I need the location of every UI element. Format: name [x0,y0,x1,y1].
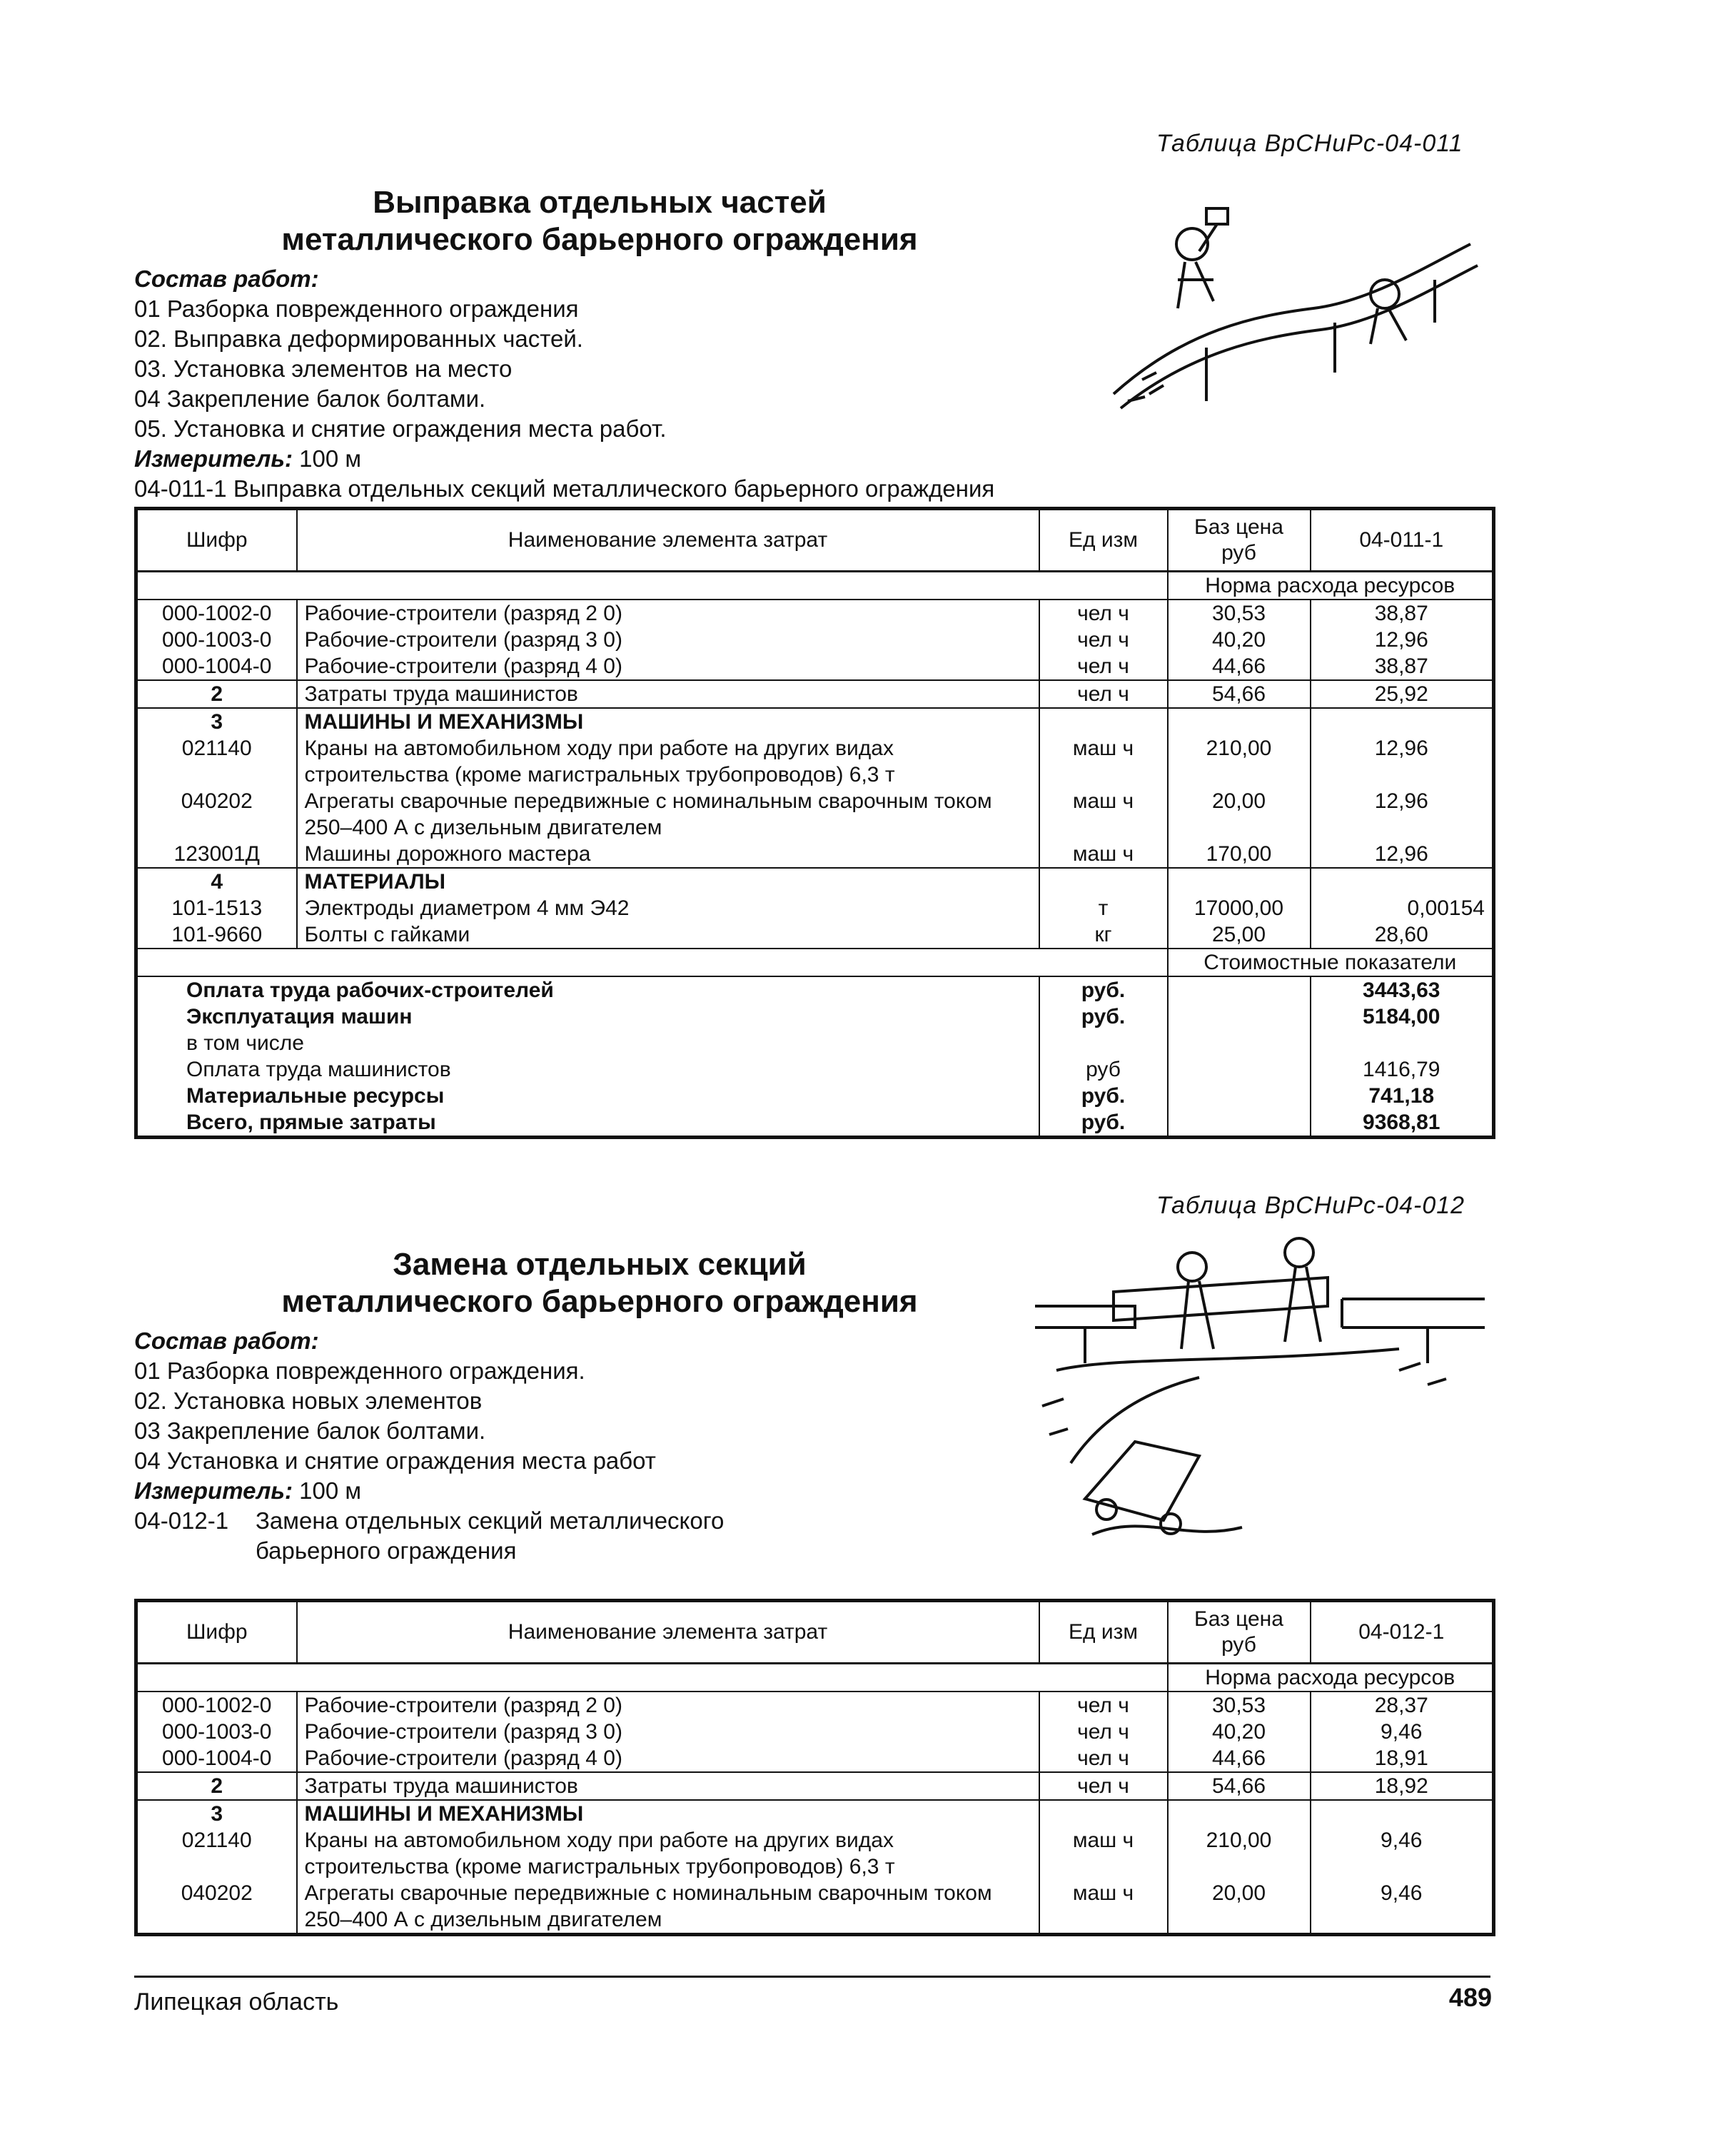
item-line: 04-011-1 Выправка отдельных секций металлического барьерного ограждения [134,475,995,502]
table-row [136,921,1494,949]
table-row [136,1827,1494,1880]
cost-row [136,1083,1494,1109]
name-cell: Краны на автомобильном ходу при работе на других видах строительства (кроме магистральных трубопроводов) 6,3 т [297,735,1039,788]
unit-cell: чел ч [1039,1745,1168,1772]
name-cell: МАШИНЫ И МЕХАНИЗМЫ [297,708,1039,735]
norm-cell: 28,37 [1311,1692,1494,1719]
name-cell: Затраты труда машинистов [297,680,1039,708]
cost-row [136,1109,1494,1138]
work-item: 03. Установка элементов на место [134,355,513,382]
cost-unit: руб. [1039,976,1168,1003]
norm-cell: 12,96 [1311,735,1494,788]
cost-unit: руб [1039,1056,1168,1083]
norm-header: Норма расхода ресурсов [1168,572,1494,600]
footer-region: Липецкая область [134,1988,339,2016]
name-cell: Рабочие-строители (разряд 2 0) [297,600,1039,627]
name-cell: Машины дорожного мастера [297,841,1039,868]
workers-repairing-barrier-illustration [1099,201,1485,415]
unit-cell: чел ч [1039,1719,1168,1745]
item-line [134,1506,1062,1566]
unit-cell: чел ч [1039,600,1168,627]
norm-cell: 25,92 [1311,680,1494,708]
table-row [136,1772,1494,1800]
name-cell: Болты с гайками [297,921,1039,949]
unit-cell: чел ч [1039,680,1168,708]
unit-cell: маш ч [1039,735,1168,788]
price-cell: 54,66 [1168,1772,1311,1800]
title-line: металлического барьерного ограждения [281,222,918,257]
name-cell: Рабочие-строители (разряд 3 0) [297,1719,1039,1745]
price-cell: 20,00 [1168,788,1311,841]
title-line: Выправка отдельных частей [373,185,827,220]
price-cell: 170,00 [1168,841,1311,868]
table-row [136,1692,1494,1719]
cost-row [136,1003,1494,1030]
name-cell: МАШИНЫ И МЕХАНИЗМЫ [297,1800,1039,1827]
cost-unit: руб. [1039,1083,1168,1109]
norm-cell: 9,46 [1311,1827,1494,1880]
code-cell: 101-9660 [136,921,297,949]
price-cell: 40,20 [1168,627,1311,653]
name-cell: Агрегаты сварочные передвижные с номинальным сварочным током 250–400 А с дизельным двигателем [297,1880,1039,1935]
page-number: 489 [1448,1983,1492,2012]
norm-cell: 0,00154 [1311,895,1494,921]
cost-label: Всего, прямые затраты [136,1109,1039,1138]
table-row [136,680,1494,708]
table-row [136,868,1494,895]
table-row [136,895,1494,921]
works-header: Состав работ: [134,1328,319,1354]
code-cell: 101-1513 [136,895,297,921]
cost-value: 9368,81 [1311,1109,1494,1138]
header-cell: Наименование элемента затрат [297,509,1039,572]
table-row [136,1745,1494,1772]
table-row [136,788,1494,841]
code-cell: 000-1003-0 [136,1719,297,1745]
name-cell: Рабочие-строители (разряд 4 0) [297,1745,1039,1772]
measure-label: Измеритель: [134,445,293,472]
price-cell: 54,66 [1168,680,1311,708]
cost-header-row [136,949,1494,976]
works-list [134,264,1134,504]
norms-table [134,1599,1495,1936]
work-item: 03 Закрепление балок болтами. [134,1417,486,1444]
item-text [256,1506,724,1566]
name-cell: Рабочие-строители (разряд 4 0) [297,653,1039,680]
table-header-row [136,1601,1494,1664]
code-cell: 3 [136,708,297,735]
unit-cell: маш ч [1039,1827,1168,1880]
measure-label: Измеритель: [134,1477,293,1504]
header-cell: 04-011-1 [1311,509,1494,572]
norms-table [134,507,1495,1139]
works-list [134,1326,1062,1566]
item-text-line: барьерного ограждения [256,1537,517,1564]
price-cell: 25,00 [1168,921,1311,949]
code-cell: 000-1004-0 [136,1745,297,1772]
unit-cell: маш ч [1039,1880,1168,1935]
table-row [136,1800,1494,1827]
price-cell: 210,00 [1168,735,1311,788]
cost-unit: руб. [1039,1109,1168,1138]
code-cell: 4 [136,868,297,895]
title-line: металлического барьерного ограждения [281,1284,918,1319]
unit-cell: чел ч [1039,653,1168,680]
code-cell: 021140 [136,1827,297,1880]
name-cell: Электроды диаметром 4 мм Э42 [297,895,1039,921]
work-item: 01 Разборка поврежденного ограждения [134,295,579,322]
name-cell: Рабочие-строители (разряд 3 0) [297,627,1039,653]
code-cell: 021140 [136,735,297,788]
norm-header-row [136,572,1494,600]
name-cell: Рабочие-строители (разряд 2 0) [297,1692,1039,1719]
cost-value: 1416,79 [1311,1056,1494,1083]
cost-unit: руб. [1039,1003,1168,1030]
header-cell: Наименование элемента затрат [297,1601,1039,1664]
code-cell: 3 [136,1800,297,1827]
unit-cell: чел ч [1039,1772,1168,1800]
barrier-replacement-illustration [1028,1228,1492,1570]
norm-cell: 38,87 [1311,653,1494,680]
header-cell: Баз цена руб [1168,509,1311,572]
norm-cell: 38,87 [1311,600,1494,627]
norm-cell: 12,96 [1311,788,1494,841]
table-row [136,1719,1494,1745]
header-cell: Шифр [136,1601,297,1664]
item-code: 04-012-1 [134,1507,229,1534]
cost-label: в том числе [136,1030,1039,1056]
section-title [171,1246,1028,1320]
unit-cell: маш ч [1039,841,1168,868]
table-row [136,735,1494,788]
unit-cell: чел ч [1039,627,1168,653]
norm-cell: 9,46 [1311,1880,1494,1935]
work-item: 04 Закрепление балок болтами. [134,385,486,412]
measure-value: 100 м [293,1477,362,1504]
norm-cell: 18,91 [1311,1745,1494,1772]
code-cell: 040202 [136,1880,297,1935]
work-item: 02. Выправка деформированных частей. [134,325,583,352]
code-cell: 2 [136,680,297,708]
work-item: 02. Установка новых элементов [134,1387,483,1414]
norm-cell: 28,60 [1311,921,1494,949]
code-cell: 000-1002-0 [136,600,297,627]
norm-cell: 9,46 [1311,1719,1494,1745]
header-cell: Ед изм [1039,509,1168,572]
price-cell: 44,66 [1168,1745,1311,1772]
table-row [136,1880,1494,1935]
norm-cell: 12,96 [1311,627,1494,653]
price-cell: 20,00 [1168,1880,1311,1935]
unit-cell: чел ч [1039,1692,1168,1719]
norm-cell: 18,92 [1311,1772,1494,1800]
norm-cell: 12,96 [1311,841,1494,868]
price-cell: 210,00 [1168,1827,1311,1880]
measure-value: 100 м [293,445,362,472]
price-cell: 40,20 [1168,1719,1311,1745]
measure-line [134,1476,1062,1506]
cost-label: Оплата труда машинистов [136,1056,1039,1083]
table-row [136,653,1494,680]
header-cell: Шифр [136,509,297,572]
unit-cell: кг [1039,921,1168,949]
cost-value: 741,18 [1311,1083,1494,1109]
cost-value: 3443,63 [1311,976,1494,1003]
item-text-line: Замена отдельных секций металлического [256,1507,725,1534]
work-item: 04 Установка и снятие ограждения места работ [134,1447,656,1474]
norm-header-row [136,1664,1494,1692]
works-header: Состав работ: [134,266,319,292]
name-cell: Краны на автомобильном ходу при работе на других видах строительства (кроме магистральных трубопроводов) 6,3 т [297,1827,1039,1880]
code-cell: 000-1004-0 [136,653,297,680]
table-caption: Таблица ВрСНиРс-04-012 [1156,1192,1465,1219]
table-row [136,627,1494,653]
header-cell: Ед изм [1039,1601,1168,1664]
section-title [171,184,1028,258]
unit-cell: т [1039,895,1168,921]
name-cell: Агрегаты сварочные передвижные с номинальным сварочным током 250–400 А с дизельным двигателем [297,788,1039,841]
cost-value: 5184,00 [1311,1003,1494,1030]
table-row [136,600,1494,627]
code-cell: 2 [136,1772,297,1800]
cost-row [136,1030,1494,1056]
cost-header: Стоимостные показатели [1168,949,1494,976]
price-cell: 30,53 [1168,1692,1311,1719]
header-cell: Баз цена руб [1168,1601,1311,1664]
table-row [136,841,1494,868]
table-caption: Таблица ВрСНиРс-04-011 [1156,130,1463,157]
price-cell: 17000,00 [1168,895,1311,921]
cost-label: Материальные ресурсы [136,1083,1039,1109]
title-line: Замена отдельных секций [393,1247,807,1282]
cost-label: Оплата труда рабочих-строителей [136,976,1039,1003]
code-cell: 000-1002-0 [136,1692,297,1719]
header-cell: 04-012-1 [1311,1601,1494,1664]
code-cell: 040202 [136,788,297,841]
price-cell: 30,53 [1168,600,1311,627]
name-cell: Затраты труда машинистов [297,1772,1039,1800]
work-item: 01 Разборка поврежденного ограждения. [134,1357,585,1384]
work-item: 05. Установка и снятие ограждения места работ. [134,415,667,442]
cost-label: Эксплуатация машин [136,1003,1039,1030]
table-row [136,708,1494,735]
code-cell: 000-1003-0 [136,627,297,653]
cost-row [136,1056,1494,1083]
measure-line [134,444,1134,474]
norm-header: Норма расхода ресурсов [1168,1664,1494,1692]
name-cell: МАТЕРИАЛЫ [297,868,1039,895]
table-header-row [136,509,1494,572]
cost-row [136,976,1494,1003]
code-cell: 123001Д [136,841,297,868]
footer-divider [134,1976,1490,1978]
price-cell: 44,66 [1168,653,1311,680]
unit-cell: маш ч [1039,788,1168,841]
